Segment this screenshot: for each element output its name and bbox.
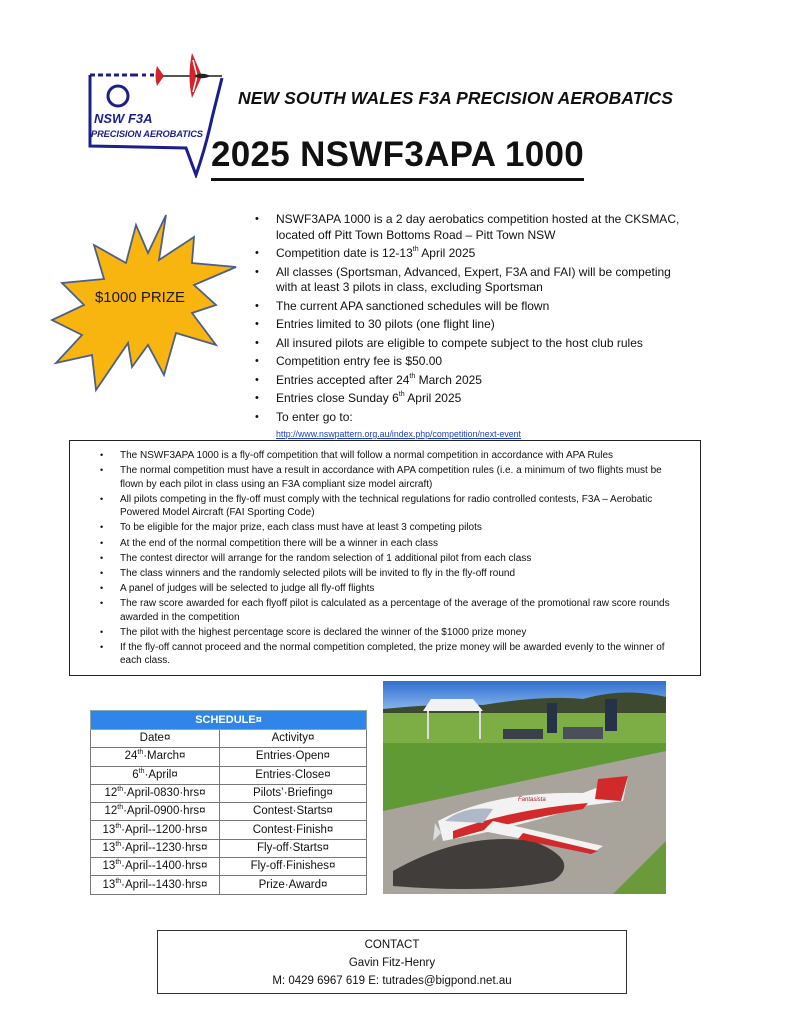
contact-box [157, 930, 627, 994]
info-text: Competition date is 12-13 [276, 246, 413, 260]
schedule-row [91, 748, 367, 766]
event-photo [383, 681, 666, 894]
schedule-date [91, 784, 220, 802]
date-rest: ·April--1200·hrs¤ [121, 823, 208, 836]
day: 12 [104, 805, 118, 818]
ordinal-suffix: th [115, 877, 122, 885]
contact-heading: CONTACT [364, 939, 420, 951]
schedule-row [91, 766, 367, 784]
contact-details: M: 0429 6967 619 E: tutrades@bigpond.net.au [272, 975, 512, 987]
rule-item: • The contest director will arrange for the random selection of 1 additional pilot from each class [98, 552, 682, 566]
info-item-entries-close [253, 391, 693, 407]
rule-item: • The class winners and the randomly selected pilots will be invited to fly in the fly-off round [98, 567, 682, 581]
entry-link[interactable]: http://www.nswpattern.org.au/index.php/competition/next-event [276, 429, 521, 439]
schedule-date [91, 876, 220, 894]
contact-name: Gavin Fitz-Henry [348, 957, 436, 969]
page-title: 2025 NSWF3APA 1000 [211, 134, 584, 181]
date-rest: ·April-0830·hrs¤ [123, 787, 206, 800]
schedule-date [91, 766, 220, 784]
ordinal-suffix: th [138, 767, 145, 775]
rule-item: • All pilots competing in the fly-off must comply with the technical regulations for radio controlled contests, F3A – Aerobatic Powered Model Aircraft (FAI Sporting Code) [98, 493, 682, 520]
logo-text-line2: PRECISION AEROBATICS [91, 129, 203, 139]
info-text: Entries close Sunday 6 [276, 391, 399, 405]
info-item-schedules [253, 299, 693, 315]
schedule-row [91, 803, 367, 821]
schedule-row [91, 839, 367, 857]
rules-list [98, 449, 682, 668]
schedule-activity: Contest·Starts¤ [220, 803, 367, 821]
ordinal-suffix: th [115, 859, 122, 867]
schedule-activity: Contest·Finish¤ [220, 821, 367, 839]
day: 13 [102, 841, 116, 854]
rules-box [69, 440, 701, 676]
day: 13 [102, 823, 116, 836]
rule-item: • The raw score awarded for each flyoff pilot is calculated as a percentage of the average of the promotional raw score rounds awarded in the competition [98, 597, 682, 624]
org-heading: NEW SOUTH WALES F3A PRECISION AEROBATICS [238, 88, 674, 108]
info-item-venue [253, 212, 693, 243]
info-text: NSWF3APA 1000 is a 2 day aerobatics competition hosted at the CKSMAC, located off Pitt Town Bottoms Road – Pitt Town NSW [276, 212, 680, 242]
schedule-header-row [91, 730, 367, 748]
schedule-row [91, 784, 367, 802]
ordinal-suffix: th [412, 246, 419, 253]
rule-item: • The NSWF3APA 1000 is a fly-off competition that will follow a normal competition in accordance with APA Rules [98, 449, 682, 463]
rule-item: • If the fly-off cannot proceed and the normal competition completed, the prize money will be awarded evenly to the winner of each class. [98, 641, 682, 668]
day: 13 [102, 878, 116, 891]
schedule-table [90, 710, 367, 895]
prize-label: $1000 PRIZE [94, 289, 186, 306]
info-item-entries-limit [253, 317, 693, 333]
info-text: All classes (Sportsman, Advanced, Expert, F3A and FAI) will be competing with at least 3 pilots in class, excluding Sportsman [276, 264, 671, 294]
plane-decal: Fantasista [518, 797, 546, 803]
ordinal-suffix: th [115, 840, 122, 848]
info-text: All insured pilots are eligible to compete subject to the host club rules [276, 335, 643, 350]
rule-item: • A panel of judges will be selected to judge all fly-off flights [98, 582, 682, 596]
info-item-date [253, 246, 693, 262]
schedule-activity: Entries·Open¤ [220, 748, 367, 766]
info-text: April 2025 [418, 246, 476, 260]
ordinal-suffix: th [137, 749, 144, 757]
rule-item: • The pilot with the highest percentage score is declared the winner of the $1000 prize money [98, 626, 682, 640]
info-item-fee [253, 354, 693, 370]
day: 6 [132, 768, 139, 781]
info-text: The current APA sanctioned schedules will be flown [276, 298, 550, 313]
day: 24 [124, 750, 138, 763]
info-item-entries-open [253, 373, 693, 389]
ordinal-suffix: th [115, 822, 122, 830]
date-rest: ·April--1430·hrs¤ [121, 878, 208, 891]
date-rest: ·April--1230·hrs¤ [121, 841, 208, 854]
info-item-eligibility [253, 336, 693, 352]
logo-text-line1: NSW F3A [94, 111, 153, 126]
schedule-row [91, 821, 367, 839]
column-header-date: Date¤ [91, 730, 220, 748]
info-text: To enter go to: [276, 409, 353, 424]
rule-item: • The normal competition must have a result in accordance with APA competition rules (i.e. a minimum of two flights must be flown by each pilot in class using an F3A compliant size model aircraft) [98, 464, 682, 491]
schedule-row [91, 858, 367, 876]
schedule-date [91, 858, 220, 876]
event-info-list [253, 212, 693, 446]
schedule-date [91, 821, 220, 839]
info-text: Entries limited to 30 pilots (one flight line) [276, 317, 495, 331]
column-header-activity: Activity¤ [220, 730, 367, 748]
schedule-activity: Fly-off·Starts¤ [220, 839, 367, 857]
schedule-date [91, 748, 220, 766]
rule-item: • To be eligible for the major prize, each class must have at least 3 competing pilots [98, 521, 682, 535]
info-text: Entries accepted after 24 [276, 372, 410, 387]
date-rest: ·March¤ [143, 750, 186, 763]
schedule-date [91, 839, 220, 857]
schedule-date [91, 803, 220, 821]
schedule-row [91, 876, 367, 894]
date-rest: ·April--1400·hrs¤ [121, 860, 208, 873]
schedule-activity: Pilots’·Briefing¤ [220, 784, 367, 802]
info-text: March 2025 [415, 372, 482, 387]
schedule-title: SCHEDULE¤ [91, 711, 367, 730]
ordinal-suffix: th [117, 786, 124, 794]
schedule-activity: Fly-off·Finishes¤ [220, 858, 367, 876]
info-text: April 2025 [404, 391, 462, 405]
info-item-enter [253, 410, 693, 443]
info-text: Competition entry fee is $50.00 [276, 354, 443, 368]
ordinal-suffix: th [409, 372, 416, 380]
schedule-activity: Prize·Award¤ [220, 876, 367, 894]
date-rest: ·April-0900·hrs¤ [123, 805, 206, 818]
ordinal-suffix: th [117, 804, 124, 812]
date-rest: ·April¤ [144, 768, 178, 781]
ordinal-suffix: th [398, 391, 405, 398]
day: 13 [102, 860, 116, 873]
rule-item: • At the end of the normal competition there will be a winner in each class [98, 537, 682, 551]
day: 12 [104, 787, 118, 800]
schedule-activity: Entries·Close¤ [220, 766, 367, 784]
info-item-classes [253, 265, 693, 296]
